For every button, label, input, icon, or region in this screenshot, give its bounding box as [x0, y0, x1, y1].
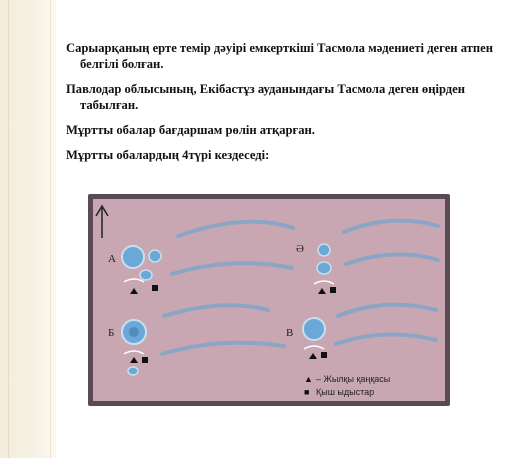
- kurgan-diagram: [88, 194, 450, 406]
- diagram-panel: [93, 199, 445, 401]
- legend-horse-label: – Жылқы қаңқасы: [316, 374, 391, 384]
- variant-label-ae: Ә: [296, 243, 304, 255]
- paragraph-1: Сарыарқаның ерте темір дәуірі емкерткіші Тасмола мәдениеті деген атпен белгілі болған.: [66, 41, 493, 71]
- variant-label-v: В: [286, 327, 294, 339]
- legend-pottery-icon: ■: [304, 387, 310, 397]
- paragraph-4: Мұртты обалардың 4түрі кездеседі:: [66, 148, 270, 162]
- paragraph-2: Павлодар облысының, Екібастұз ауданындағы Тасмола деген өңірден табылған.: [66, 82, 466, 112]
- paragraph-3: Мұртты обалар бағдаршам рөлін атқарған.: [66, 123, 315, 137]
- variant-label-a: А: [108, 253, 116, 265]
- variant-label-b: Б: [108, 327, 115, 339]
- slide-text: [66, 40, 502, 172]
- legend-pottery-label: Қыш ыдыстар: [316, 387, 375, 397]
- variant-v-mounds: [303, 318, 325, 340]
- decorative-left-band: [0, 0, 56, 458]
- variant-b-mounds: [122, 320, 146, 344]
- kurgan-types-figure: [88, 194, 450, 406]
- legend-horse-icon: ▲: [304, 374, 313, 384]
